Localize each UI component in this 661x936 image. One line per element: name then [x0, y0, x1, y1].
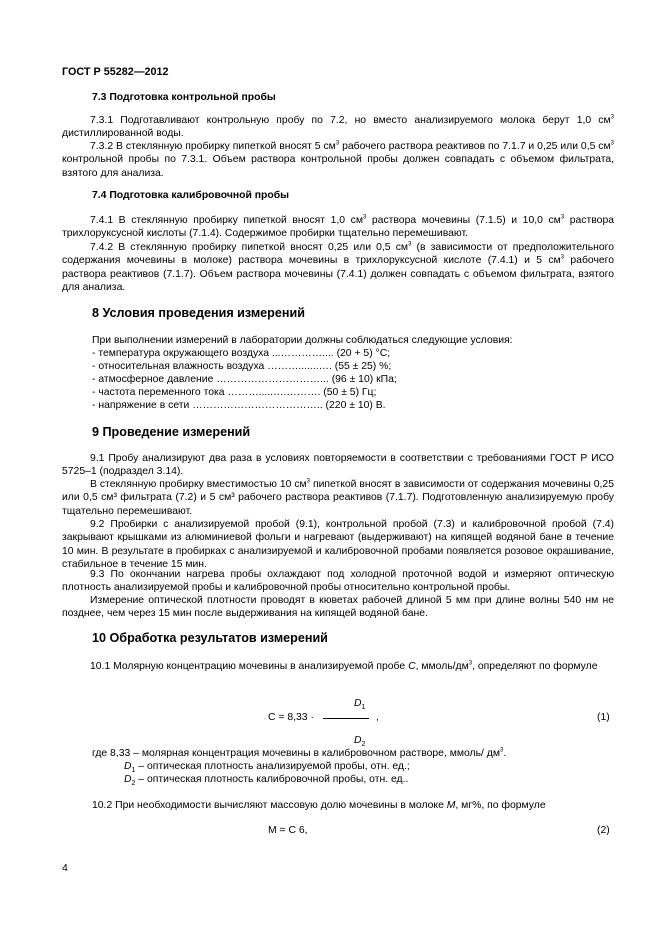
condition-item: - напряжение в сети ……………………………….. (220 ± 10) В.: [92, 400, 386, 411]
formula-1-where-3: $D_2$ – оптическая плотность калибровочной пробы, отн. ед..: [124, 774, 409, 788]
condition-item: - атмосферное давление …………………………... (96 ± 10) кПа;: [92, 374, 397, 385]
formula-2: М = С 6,: [268, 825, 308, 836]
paragraph-10-1: 10.1 Молярную концентрацию мочевины в анализируемой пробе С, ммоль/$дм^3$, определяют по формуле: [90, 660, 598, 672]
paragraph-9-1-b: В стеклянную пробирку вместимостью 10 $см^3$ пипеткой вносят в зависимости от содержания мочевины 0,25 или 0,5 см³ фильтрата (7.2) и 5 см³ рабочего раствора реактивов (7.1.7). Подготовленную анализируемую пробу тщательно перемешивают.: [62, 478, 614, 517]
formula-2-number: (2): [597, 825, 610, 836]
document-header: ГОСТ Р 55282—2012: [62, 66, 169, 78]
paragraph-9-1: 9.1 Пробу анализируют два раза в условиях повторяемости в соответствии с требованиями ГОСТ Р ИСО 5725–1 (подраздел 3.14).: [62, 453, 614, 478]
paragraph-9-3-b: Измерение оптической плотности проводят в кюветах рабочей длиной 5 мм при длине волны 540 нм не позднее, чем через 15 мин после выдерживания на кипящей водяной бане.: [62, 595, 614, 620]
condition-item: - частота переменного тока ……….....….………. (50 ± 5) Гц;: [92, 387, 377, 398]
formula-1-comma: ,: [376, 712, 379, 723]
condition-item: - относительная влажность воздуха ……….......…. (55 ± 25) %;: [92, 361, 392, 372]
paragraph-7-3-1: 7.3.1 Подготавливают контрольную пробу по 7.2, но вместо анализируемого молока берут 1,0 $см^3$ дистиллированной воды.: [62, 114, 614, 140]
paragraph-9-3: 9.3 По окончании нагрева пробы охлаждают под холодной проточной водой и измеряют оптическую плотность анализируемой пробы и калибровочной пробы относительно контрольной пробы.: [62, 569, 614, 594]
section-9-heading: 9 Проведение измерений: [92, 425, 251, 439]
section-8-heading: 8 Условия проведения измерений: [92, 306, 305, 320]
paragraph-10-2: 10.2 При необходимости вычисляют массовую долю мочевины в молоке М, мг%, по формуле: [92, 800, 546, 811]
paragraph-7-3-2: 7.3.2 В стеклянную пробирку пипеткой вносят 5 $см^3$ рабочего раствора реактивов по 7.1.7 и 0,25 или 0,5 $см^3$ контрольной пробы по 7.3.1. Объем раствора контрольной пробы должен совпадать с объемом фильтрата, взятого для анализа.: [62, 140, 614, 179]
formula-1-lhs: С = 8,33 ·: [268, 712, 314, 723]
paragraph-7-4-2: 7.4.2 В стеклянную пробирку пипеткой вносят 0,25 или 0,5 $см^3$ (в зависимости от предположительного содержания мочевины в молоке) раствора мочевины в трихлоруксусной кислоте (7.4.1) и 5 $см^3$ рабочего раствора реактивов (7.1.7). Объем раствора мочевины (7.4.1) должен совпадать с объемом фильтрата, взятого для анализа.: [62, 241, 614, 294]
formula-1-fraction-line: [323, 718, 369, 719]
formula-1-denominator: $D_2$: [354, 735, 366, 749]
condition-item: - температура окружающего воздуха ...………….... (20 + 5) °С;: [92, 348, 391, 359]
page-number: 4: [62, 863, 68, 874]
formula-1-numerator: $D_1$: [354, 698, 366, 712]
paragraph-7-4-1: 7.4.1 В стеклянную пробирку пипеткой вносят 1,0 $см^3$ раствора мочевины (7.1.5) и 10,0 $см^3$ раствора трихлоруксусной кислоты (7.1.4). Содержимое пробирки тщательно перемешивают.: [62, 214, 614, 240]
formula-1-where-1: где 8,33 – молярная концентрация мочевины в калибровочном растворе, ммоль/ $дм^3$.: [92, 747, 507, 759]
formula-1-where-2: $D_1$ – оптическая плотность анализируемой пробы, отн. ед.;: [124, 761, 410, 775]
formula-1-number: (1): [597, 712, 610, 723]
section-8-intro: При выполнении измерений в лаборатории должны соблюдаться следующие условия:: [92, 335, 513, 346]
section-10-heading: 10 Обработка результатов измерений: [92, 631, 328, 645]
paragraph-9-2: 9.2 Пробирки с анализируемой пробой (9.1), контрольной пробой (7.3) и калибровочной пробой (7.4) закрывают крышками из алюминиевой фольги и нагревают (выдерживают) на кипящей водяной бане в течение 10 мин. В результате в пробирках с анализируемой и калибровочной пробами появляется розовое окрашивание, стабильное в течение 15 мин.: [62, 519, 614, 571]
section-7-3-heading: 7.3 Подготовка контрольной пробы: [92, 92, 276, 103]
section-7-4-heading: 7.4 Подготовка калибровочной пробы: [92, 190, 290, 201]
